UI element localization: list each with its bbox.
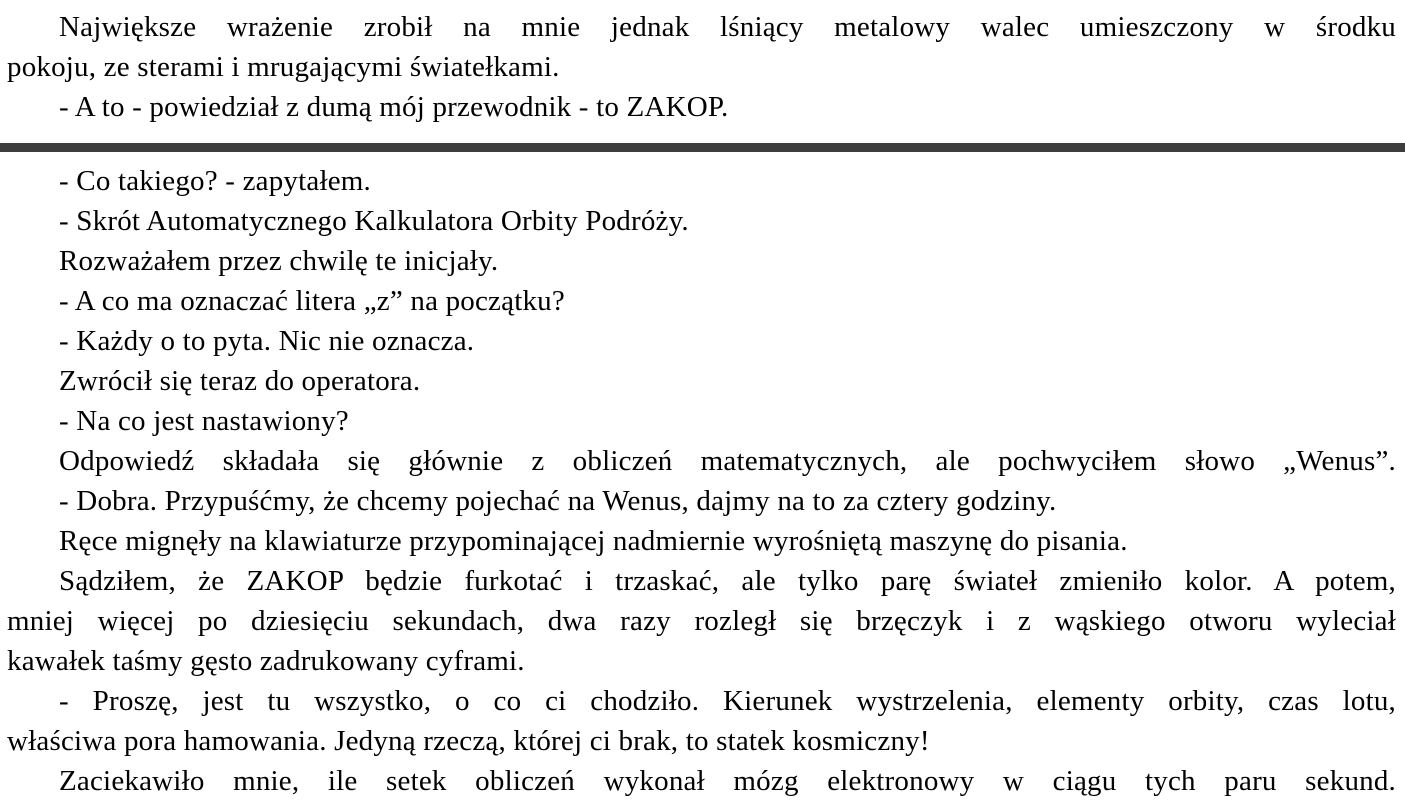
text-line: pokoju, ze sterami i mrugającymi światełkami. [7,51,560,83]
text-line: - Dobra. Przypuśćmy, że chcemy pojechać na Wenus, dajmy na to za cztery godziny. [59,485,1057,517]
text-line: Rozważałem przez chwilę te inicjały. [59,245,499,277]
text-line: właściwa pora hamowania. Jedyną rzeczą, której ci brak, to statek kosmiczny! [7,725,930,757]
bottom-text-block [0,161,1405,801]
text-line: - Skrót Automatycznego Kalkulatora Orbity Podróży. [59,205,689,237]
text-line: Zaciekawiło mnie, ile setek obliczeń wykonał mózg elektronowy w ciągu tych paru sekund. [59,765,1396,797]
text-line: Sądziłem, że ZAKOP będzie furkotać i trzaskać, ale tylko parę świateł zmieniło kolor. A potem, [59,565,1396,597]
text-line: - Proszę, jest tu wszystko, o co ci chodziło. Kierunek wystrzelenia, elementy orbity, czas lotu, [59,685,1396,717]
text-line: Największe wrażenie zrobił na mnie jednak lśniący metalowy walec umieszczony w środku [59,11,1396,43]
top-text-block [0,7,1405,127]
text-line: - A to - powiedział z dumą mój przewodnik - to ZAKOP. [59,91,729,123]
text-line: mniej więcej po dziesięciu sekundach, dwa razy rozległ się brzęczyk i z wąskiego otworu wyleciał [7,605,1396,637]
text-line: - Na co jest nastawiony? [59,405,349,437]
text-line: - Co takiego? - zapytałem. [59,165,371,197]
text-line: Odpowiedź składała się głównie z obliczeń matematycznych, ale pochwyciłem słowo „Wenus”. [59,445,1396,477]
text-line: Ręce mignęły na klawiaturze przypominającej nadmiernie wyrośniętą maszynę do pisania. [59,525,1128,557]
text-line: Zwrócił się teraz do operatora. [59,365,421,397]
text-line: kawałek taśmy gęsto zadrukowany cyframi. [7,645,525,677]
text-line: - Każdy o to pyta. Nic nie oznacza. [59,325,475,357]
section-separator [0,143,1405,152]
text-line: - A co ma oznaczać litera „z” na początku? [59,285,565,317]
